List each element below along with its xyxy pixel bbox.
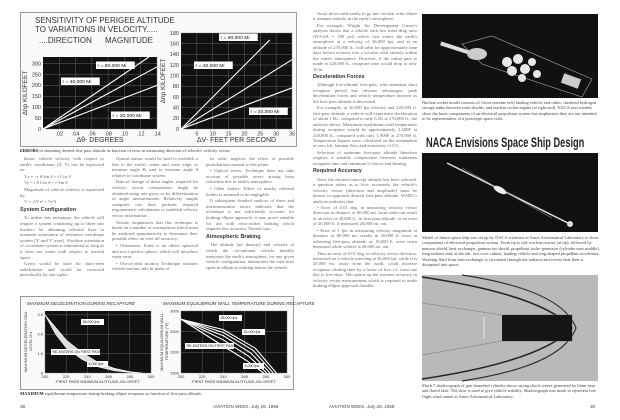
x-tick-label: 220: [62, 374, 70, 379]
page-number-right: 39: [590, 404, 596, 409]
x-tick-label: 35: [288, 131, 296, 138]
x-axis-label: ΔV- FEET PER SECOND: [196, 137, 277, 144]
text-column-4: slows down sufficiently to go into circular orbit where it remains entirely in the earth's atmosphere. For example, Wright Air Development Center's analysis shows that a vehicle with low mass-drag ratio (W/CdA = 100 psf) which first enters the earth's atmosphere at a velocity of 36,000 fps, and at an altitude of 270,000 ft., will orbit for approximately nine days before re-entry into a circular orbit entirely within the earth's atmosphere. However, if the initial pass is made at 220,000 ft., recapture time would drop to only 10 hr. Deceleration Forces Although low-altitude first-pass, with attendant short recapture period has obvious advantages, peak deceleration forces and vehicle temperature increase as the first-pass altitude is decreased. For example, at 36,000 fps velocity and 220,000 ft. first-pass altitude, a vehicle will experience deceleration of about 1.6G, compared to only 0.2G at 270,000 ft., the analysis shows. Maximum equilibrium wall temperature during recapture would be approximately 2,500F at 220,000 ft., compared with only 1,900F at 270,000 ft. Temperature figures were calculated on the assumption of zero lift, laminar flow and emissivity of 0.5. Selection of optimum first-pass altitude therefore requires a suitable compromise between minimum recapture time and minimum G-forces and heating. Required Accuracy Once the desired intercept altitude has been selected, a question arises as to how accurately the vehicle's velocity vector (direction and amplitude) must be known to approach desired first-pass altitude. WADC's analysis indicates that: • Error of 0.01 deg. in measuring velocity vector direction at distance of 80,000 mi. from earth can result in an error of 40,000 ft., in first-pass altitude, or an error of 20,000 ft. if measured 20,000 mi. out. • Error of 1 fps. in measuring velocity magnitude at distance of 80,000 mi. results in 30,000 ft. error in achieving first-pass altitude, or 10,000 ft. error when measured while vehicle is 20,000 mi. out. Thus an error of 0.01 deg. in velocity vector direction, measured on a vehicle traveling at 36,000 fps. while it is 20,000 mi. away from the earth, could increase recapture orbiting time by a factor of five, i.e. from one day to five days. This points up the extreme accuracy in velocity vector measurement which is required to make braking ellipse approach feasible.: [313, 11, 417, 289]
section-heading: Atmospheric Braking: [206, 233, 261, 240]
y-tick-label: 2000: [170, 349, 179, 355]
x-tick-label: 15: [225, 131, 232, 138]
series-label: r = 20,000 Mi: [250, 110, 280, 115]
chart-title: MAXIMUM DECELERATION DURING RECAPTURE: [27, 301, 135, 306]
x-tick-label: 260: [241, 374, 248, 379]
y-tick-label: 180: [169, 30, 179, 37]
nuclear-rocket-model-photo: [422, 14, 598, 98]
text-column-1: lation, vehicle velocity with respect to earth's coordinates (X, Y) can be expressed as: Vx = −r θ Sin θ + ṙ Cos θ Vy = r θ Cos θ + ṙ Sin θ Magnitude of vehicle velocity is expressed by: V = √(Vx² + Vy²) System Configuration To utilize this technique, the vehicle will require a system containing up to three star trackers for obtaining celestial fixes to maintain orientation of reference coordinate system (X' and Y' axes). Absolute orientation of coordinate system is immaterial so long as it does not rotate with respect to inertial space. Gyros would be used for short-term stabilization and would be corrected periodically by star sights.: [20, 156, 104, 278]
x-tick-label: .10: [120, 131, 129, 138]
series-label: r = 80,000 Mi: [97, 64, 127, 69]
y-tick-label: 3000: [170, 308, 179, 314]
y-tick-label: 0: [175, 126, 179, 133]
x-tick-label: 240: [220, 374, 227, 379]
x-tick-label: 280: [126, 374, 134, 379]
x-tick-label: 300: [147, 374, 155, 379]
text-column-3: its orbit, neglects the effect of possible perturbations normal to this plane. • Optical errors: Technique does not take account of possible errors arising from refraction due to earth's atmosphere. • Other bodies: Effect of nearby celestial bodies is assumed to be negligible. If subsequent detailed analysis of these and instrumentation errors indicates that the technique is not sufficiently accurate for braking ellipse approach, it may prove suitable for use with retro-rocket braking which requires less accuracy, Nessdo says. Atmospheric Braking The altitude (air density) and velocity at which the circumlunar vehicle initially intercepts the earth's atmosphere, for any given vehicle configuration, determines the total time spent in elliptical orbiting before the vehicle: [206, 156, 294, 270]
direction-label: ....DIRECTION: [39, 36, 92, 45]
x-tick-label: .14: [153, 131, 161, 138]
x-tick-label: .12: [136, 131, 145, 138]
recapture-figure: [20, 296, 315, 390]
article-headline: NACA Envisions Space Ship Design: [426, 134, 585, 150]
x-tick-label: .02: [55, 131, 64, 138]
series-label: 36,000 fps: [82, 320, 100, 324]
y-tick-label: 200: [31, 83, 41, 90]
bottom-figure-caption: MAXIMUM equilibrium temperature during braking ellipse recapture as function of first-pass altitude.: [20, 391, 203, 396]
series-label: RE-ENTERS ON FIRST PASS: [52, 350, 102, 354]
y-tick-label: 2500: [170, 329, 179, 334]
y-tick-label: 120: [169, 62, 179, 69]
series-label: 34,000 fps: [243, 330, 261, 334]
y-tick-label: 0: [40, 370, 43, 376]
x-axis-label: Δθ- DEGREES: [76, 137, 124, 144]
space-ship-model-photo: [422, 153, 598, 232]
figure-title-line1: SENSITIVITY OF PERIGEE ALTITUDE: [35, 16, 175, 25]
page-number-left: 38: [20, 404, 26, 409]
y-tick-label: 50: [34, 115, 41, 122]
deceleration-chart: [21, 297, 157, 389]
series-label: 5,000 fps: [88, 362, 104, 366]
series-label: r = 40,000 Mi: [195, 64, 225, 69]
chart-title: MAXIMUM EQUILIBRIUM WALL TEMPERATURE DURING RECAPTURE: [163, 301, 315, 306]
series-label: r = 80,000 Mi: [220, 36, 250, 41]
series-label: r = 20,000 Mi: [112, 114, 142, 119]
photo-caption-2: Model of future space ship was set up by NACA scientists at Ames Aeronautical Laboratory to show components of electrical propulsion system. From tip to tail: nuclear reactor (at tip), followed by neutron shield, heat exchanger, gamma ray shield, propellant, turbo-generator (cylinder near middle), long radiator and, at the tail, two crew cabins, landing vehicle and ring-shaped propellant accelerator. Working fluid from heat exchanger is circulated through the radiator and excess heat then is dissipated into space.: [422, 235, 600, 268]
y-tick-label: 20: [172, 116, 179, 123]
y-tick-label: 80: [172, 84, 179, 91]
x-tick-label: 200: [41, 374, 49, 379]
y-tick-label: 160: [169, 41, 179, 48]
x-tick-label: 280: [262, 374, 270, 379]
magnitude-label: MAGNITUDE: [105, 36, 153, 45]
x-tick-label: 20: [241, 131, 248, 138]
x-tick-label: 260: [105, 374, 112, 379]
x-tick-label: 10: [209, 131, 216, 138]
figure-title-line2: TO VARIATIONS IN VELOCITY.....: [35, 25, 158, 34]
x-tick-label: 300: [283, 374, 291, 379]
perigee-sensitivity-figure: [20, 12, 297, 147]
y-axis-label: Δhp KILOFEET: [22, 70, 29, 116]
text-column-2: Optical means would be used to establish a line to the earth's center and outer edge, to measure angle B, and to measure angle θ relative to coordinate system. Rate of change of these angles, required for velocity vector computation, might be obtained using rate gyros or by differentiation of angle measurements. Relatively simple computer can then perform required trigonometric calculations to establish velocity vector information. Nessdo emphasizes that this technique is based on a number of assumptions which must be analyzed quantitatively to determine their possible effect on over-all accuracy: • Oblateness: Earth is an oblate spheroid and not a perfect sphere, which will introduce some error. • Out-of-orbit motion: Technique assumes vehicle motion only in plane of: [112, 156, 198, 272]
photo-caption-1: Nuclear rocket model consists of (from extreme left) landing vehicle and cabin, clustered hydrogen storage tanks between solar shields, and nuclear rocket engine (at right end). NACA says models show the basic components of an electrical propulsion system but emphasizes they are not intended to be representative of a prototype space craft.: [422, 100, 597, 122]
x-tick-label: 5: [195, 131, 199, 138]
x-tick-label: 30: [273, 131, 280, 138]
x-tick-label: 25: [257, 131, 264, 138]
y-tick-label: 0: [37, 126, 41, 133]
series-label: r = 40,000 Mi: [62, 80, 92, 85]
y-axis-label: MAXIMUM EQUILIBRIUM WALL TEMPERATURE (°F): [159, 312, 169, 372]
y-tick-label: 2.0: [37, 331, 43, 337]
y-tick-label: 1500: [170, 370, 179, 376]
y-tick-label: 100: [31, 105, 41, 112]
y-tick-label: 40: [172, 105, 179, 112]
wall-temperature-chart: [157, 297, 315, 389]
y-tick-label: 140: [169, 52, 179, 59]
x-tick-label: 220: [198, 374, 206, 379]
direction-chart: [21, 53, 161, 146]
x-tick-label: 200: [177, 374, 185, 379]
y-tick-label: 3.0: [37, 312, 43, 318]
series-label: 36,000 fps: [220, 316, 238, 320]
y-tick-label: 250: [31, 72, 41, 79]
y-tick-label: 1.0: [37, 350, 43, 356]
section-heading: System Configuration: [20, 206, 77, 213]
y-tick-label: 60: [172, 94, 179, 101]
publication-footer-left: AVIATION WEEK, July 28, 1958: [213, 404, 279, 409]
photo-caption-3: Mach 7 shadowgraph of gun-launched cylinder shows strong shock waves generated by blunt nose and flared skirt. The skirt is used to give vehicle stability. Shadowgraph was made to represent free flight wind tunnel at Ames Aeronautical Laboratory.: [422, 383, 596, 399]
magnitude-chart: [159, 27, 296, 146]
x-tick-label: .06: [88, 131, 96, 138]
series-label: 5,000 fps: [244, 364, 260, 368]
x-tick-label: .04: [71, 131, 80, 138]
shadowgraph-photo: [422, 275, 598, 381]
y-axis-label: Δhp KILOFEET: [160, 58, 167, 104]
x-axis-label: FIRST PASS MINIMUM ALTITUDE–KILOFEET: [56, 379, 140, 384]
x-axis-label: FIRST PASS MINIMUM ALTITUDE–KILOFEET: [192, 379, 276, 384]
section-heading: Deceleration Forces: [313, 73, 365, 80]
y-axis-label: MAXIMUM DECELERATION SEA LEVEL G's: [23, 311, 33, 373]
y-tick-label: 100: [169, 73, 179, 80]
y-tick-label: 150: [31, 94, 41, 101]
top-figure-caption: ERRORS in obtaining desired first-pass altitude as function of error in measuring direction of vehicle's velocity vector.: [20, 148, 231, 153]
x-tick-label: .08: [104, 131, 112, 138]
section-heading: Required Accuracy: [313, 168, 362, 175]
x-tick-label: 240: [84, 374, 91, 379]
publication-footer-right: AVIATION WEEK, July 28, 1958: [329, 404, 395, 409]
series-label: RE-ENTERS ON FIRST PASS: [186, 344, 236, 348]
y-tick-label: 300: [31, 61, 41, 68]
